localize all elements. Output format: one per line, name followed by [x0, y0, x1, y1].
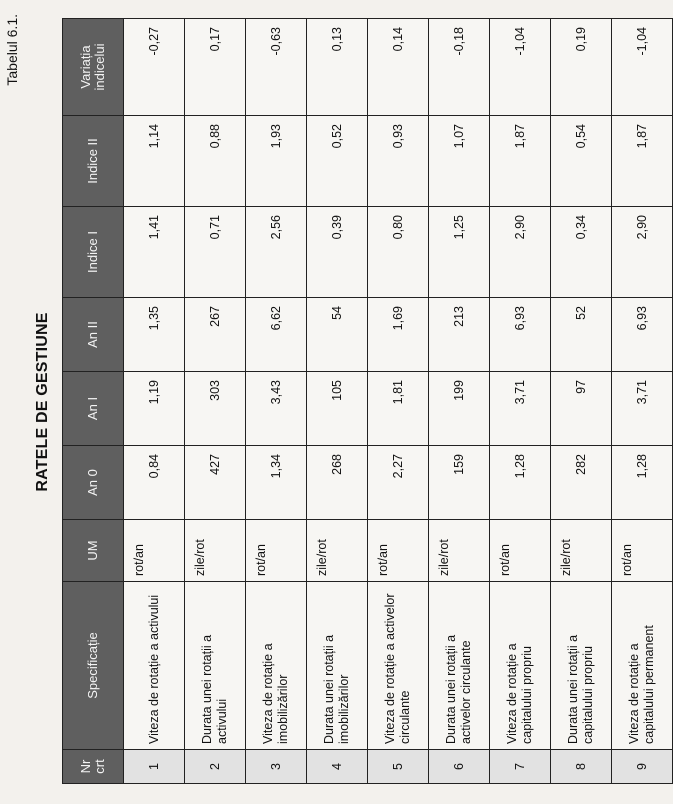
- column-header-specification: Specificație: [63, 582, 124, 750]
- table-row: [612, 19, 673, 784]
- cell-nr: 9: [612, 750, 673, 784]
- cell-specification: Viteza de rotație a capitalului permanent: [612, 582, 673, 750]
- cell-indice1: 1,25: [429, 207, 490, 298]
- cell-nr: 2: [185, 750, 246, 784]
- cell-indice2: 0,93: [368, 116, 429, 207]
- cell-an2: 6,93: [612, 298, 673, 372]
- cell-indice1: 2,90: [612, 207, 673, 298]
- cell-an1: 3,71: [490, 372, 551, 446]
- cell-specification: Durata unei rotații a activului: [185, 582, 246, 750]
- cell-variatia: 0,17: [185, 19, 246, 116]
- column-header-um: UM: [63, 520, 124, 582]
- cell-um: zile/rot: [429, 520, 490, 582]
- table-row: [551, 19, 612, 784]
- column-header-an1: An I: [63, 372, 124, 446]
- cell-variatia: -0,63: [246, 19, 307, 116]
- cell-specification: Durata unei rotații a imobilizărilor: [307, 582, 368, 750]
- cell-um: rot/an: [490, 520, 551, 582]
- cell-nr: 7: [490, 750, 551, 784]
- management-ratios-table: [62, 18, 673, 784]
- cell-um: rot/an: [612, 520, 673, 582]
- cell-indice1: 0,34: [551, 207, 612, 298]
- cell-specification: Viteza de rotație a imobilizărilor: [246, 582, 307, 750]
- cell-um: rot/an: [246, 520, 307, 582]
- cell-indice2: 1,87: [612, 116, 673, 207]
- cell-an1: 199: [429, 372, 490, 446]
- cell-an0: 427: [185, 446, 246, 520]
- cell-variatia: -1,04: [612, 19, 673, 116]
- cell-nr: 4: [307, 750, 368, 784]
- cell-an2: 52: [551, 298, 612, 372]
- cell-um: zile/rot: [551, 520, 612, 582]
- cell-an1: 1,81: [368, 372, 429, 446]
- cell-specification: Viteza de rotație a activelor circulante: [368, 582, 429, 750]
- cell-indice2: 0,52: [307, 116, 368, 207]
- column-header-indice1: Indice I: [63, 207, 124, 298]
- cell-an2: 6,93: [490, 298, 551, 372]
- cell-an0: 1,28: [490, 446, 551, 520]
- cell-indice2: 1,87: [490, 116, 551, 207]
- cell-nr: 8: [551, 750, 612, 784]
- cell-an1: 105: [307, 372, 368, 446]
- cell-an2: 213: [429, 298, 490, 372]
- cell-indice1: 2,90: [490, 207, 551, 298]
- cell-an0: 268: [307, 446, 368, 520]
- page-title: RATELE DE GESTIUNE: [34, 312, 51, 492]
- table-header-row: [63, 19, 124, 784]
- cell-nr: 1: [124, 750, 185, 784]
- cell-specification: Viteza de rotație a activului: [124, 582, 185, 750]
- cell-an1: 1,19: [124, 372, 185, 446]
- cell-nr: 3: [246, 750, 307, 784]
- column-header-an2: An II: [63, 298, 124, 372]
- cell-an0: 2,27: [368, 446, 429, 520]
- table-number: Tabelul 6.1.: [4, 14, 20, 86]
- cell-an2: 1,35: [124, 298, 185, 372]
- cell-indice2: 0,88: [185, 116, 246, 207]
- cell-indice2: 0,54: [551, 116, 612, 207]
- cell-variatia: -0,27: [124, 19, 185, 116]
- cell-indice1: 0,71: [185, 207, 246, 298]
- cell-indice2: 1,93: [246, 116, 307, 207]
- cell-nr: 5: [368, 750, 429, 784]
- cell-specification: Viteza de rotație a capitalului propriu: [490, 582, 551, 750]
- table-row: [307, 19, 368, 784]
- cell-an2: 6,62: [246, 298, 307, 372]
- cell-nr: 6: [429, 750, 490, 784]
- table-row: [246, 19, 307, 784]
- column-header-an0: An 0: [63, 446, 124, 520]
- column-header-indice2: Indice II: [63, 116, 124, 207]
- cell-um: rot/an: [124, 520, 185, 582]
- cell-an1: 303: [185, 372, 246, 446]
- table-row: [490, 19, 551, 784]
- cell-um: zile/rot: [307, 520, 368, 582]
- table-row: [124, 19, 185, 784]
- cell-an2: 54: [307, 298, 368, 372]
- cell-an1: 97: [551, 372, 612, 446]
- cell-specification: Durata unei rotații a activelor circulante: [429, 582, 490, 750]
- cell-um: zile/rot: [185, 520, 246, 582]
- cell-an0: 1,34: [246, 446, 307, 520]
- cell-variatia: 0,14: [368, 19, 429, 116]
- table-row: [429, 19, 490, 784]
- table-row: [185, 19, 246, 784]
- cell-an0: 282: [551, 446, 612, 520]
- cell-an2: 267: [185, 298, 246, 372]
- column-header-nr: Nr crt: [63, 750, 124, 784]
- cell-an0: 1,28: [612, 446, 673, 520]
- cell-variatia: -0,18: [429, 19, 490, 116]
- table-row: [368, 19, 429, 784]
- cell-indice1: 1,41: [124, 207, 185, 298]
- cell-an0: 159: [429, 446, 490, 520]
- cell-indice2: 1,07: [429, 116, 490, 207]
- cell-specification: Durata unei rotații a capitalului propriu: [551, 582, 612, 750]
- column-header-variatia: Variația indicelui: [63, 19, 124, 116]
- cell-an2: 1,69: [368, 298, 429, 372]
- cell-an1: 3,43: [246, 372, 307, 446]
- cell-variatia: 0,19: [551, 19, 612, 116]
- cell-variatia: 0,13: [307, 19, 368, 116]
- cell-um: rot/an: [368, 520, 429, 582]
- cell-an1: 3,71: [612, 372, 673, 446]
- cell-indice1: 2,56: [246, 207, 307, 298]
- cell-indice2: 1,14: [124, 116, 185, 207]
- cell-an0: 0,84: [124, 446, 185, 520]
- cell-variatia: -1,04: [490, 19, 551, 116]
- cell-indice1: 0,39: [307, 207, 368, 298]
- cell-indice1: 0,80: [368, 207, 429, 298]
